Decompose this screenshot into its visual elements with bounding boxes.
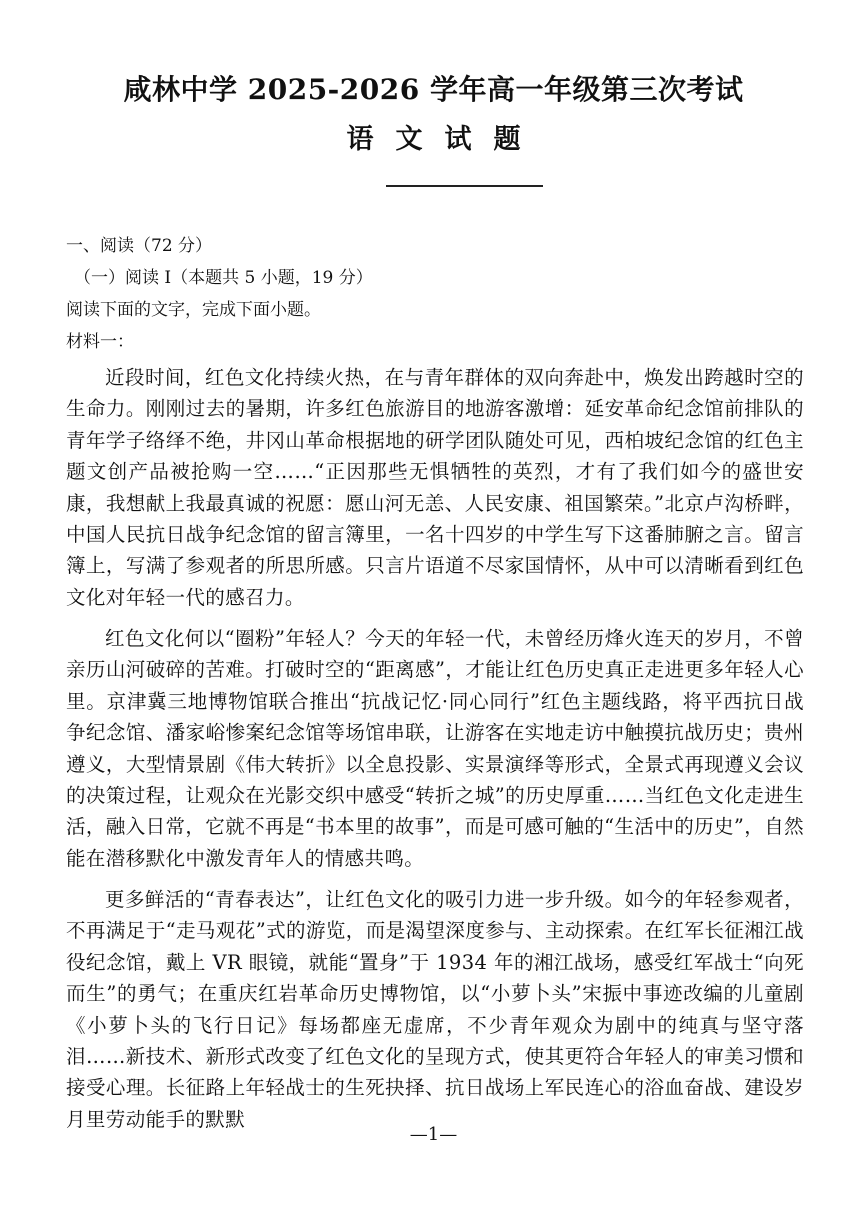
section-heading: 一、阅读（72 分） [66, 236, 213, 256]
exam-title: 咸林中学 2025-2026 学年高一年级第三次考试 [123, 73, 744, 106]
passage-paragraph: 更多鲜活的“青春表达”，让红色文化的吸引力进一步升级。如今的年轻参观者，不再满足于“走马观花”式的游览，而是渴望深度参与、主动探索。在红军长征湘江战役纪念馆，戴上 VR 眼镜，就能“置身”于 1934 年的湘江战场，感受红军战士“向死而生”的勇气；在重庆红岩革命历史博物馆，以“小萝卜头”宋振中事迹改编的儿童剧《小萝卜头的飞行日记》每场都座无虚席，不少青年观众为剧中的纯真与坚守落泪……新技术、新形式改变了红色文化的呈现方式，使其更符合年轻人的审美习惯和接受心理。长征路上年轻战士的生死抉择、抗日战场上军民连心的浴血奋战、建设岁月里劳动能手的默默 [66, 888, 804, 1131]
material-label: 材料一： [66, 332, 134, 352]
passage-paragraph: 近段时间，红色文化持续火热，在与青年群体的双向奔赴中，焕发出跨越时空的生命力。刚刚过去的暑期，许多红色旅游目的地游客激增：延安革命纪念馆前排队的青年学子络绎不绝，井冈山革命根据地的研学团队随处可见，西柏坡纪念馆的红色主题文创产品被抢购一空……“正因那些无惧牺牲的英烈，才有了我们如今的盛世安康，我想献上我最真诚的祝愿：愿山河无恙、人民安康、祖国繁荣。”北京卢沟桥畔，中国人民抗日战争纪念馆的留言簿里，一名十四岁的中学生写下这番肺腑之言。留言簿上，写满了参观者的所思所感。只言片语道不尽家国情怀，从中可以清晰看到红色文化对年轻一代的感召力。 [66, 366, 804, 609]
subsection-heading: （一）阅读 I（本题共 5 小题，19 分） [74, 268, 373, 288]
reading-instruction: 阅读下面的文字，完成下面小题。 [66, 300, 321, 320]
title-divider [386, 185, 543, 187]
subject-title: 语文试题 [346, 124, 543, 155]
page-number: —1— [409, 1124, 458, 1145]
passage-paragraph: 红色文化何以“圈粉”年轻人？今天的年轻一代，未曾经历烽火连天的岁月，不曾亲历山河破碎的苦难。打破时空的“距离感”，才能让红色历史真正走进更多年轻人心里。京津冀三地博物馆联合推出“抗战记忆·同心同行”红色主题线路，将平西抗日战争纪念馆、潘家峪惨案纪念馆等场馆串联，让游客在实地走访中触摸抗战历史；贵州遵义，大型情景剧《伟大转折》以全息投影、实景演绎等形式，全景式再现遵义会议的决策过程，让观众在光影交织中感受“转折之城”的历史厚重……当红色文化走进生活，融入日常，它就不再是“书本里的故事”，而是可感可触的“生活中的历史”，自然能在潜移默化中激发青年人的情感共鸣。 [66, 627, 804, 870]
